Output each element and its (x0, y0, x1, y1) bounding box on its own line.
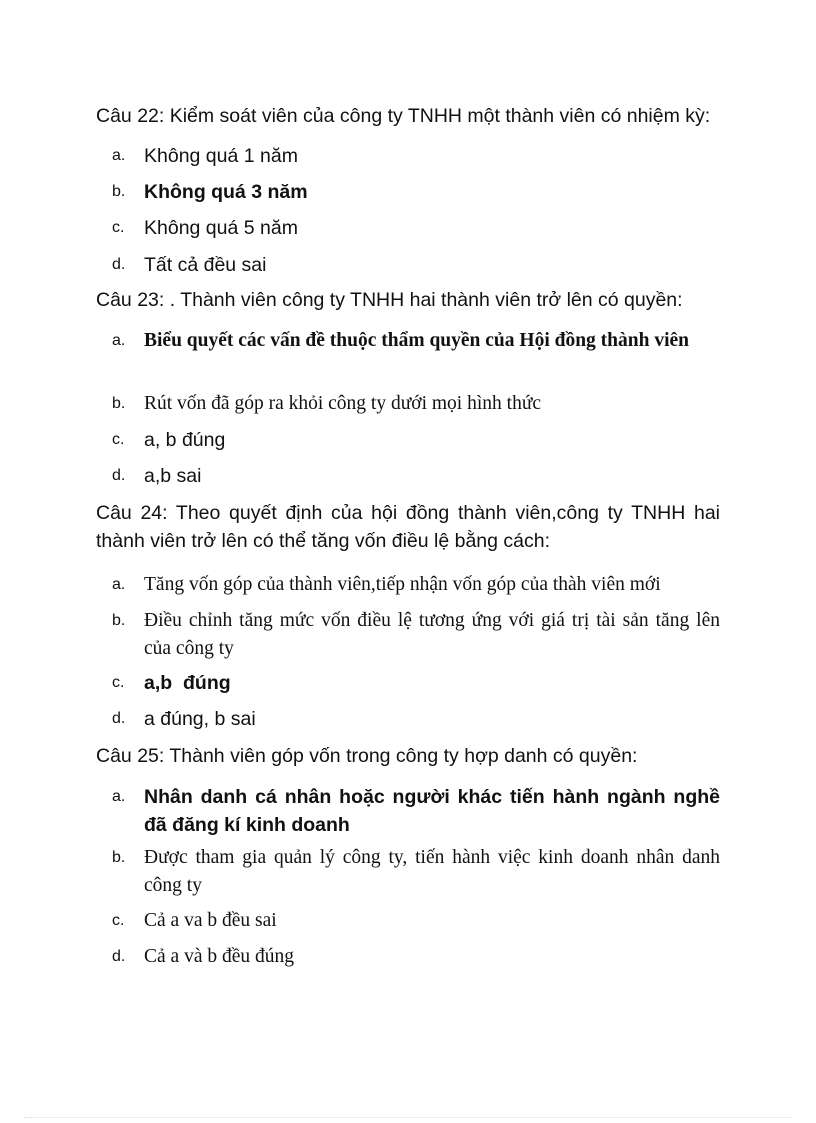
option-text: Rút vốn đã góp ra khỏi công ty dưới mọi hình thức (144, 393, 542, 414)
option-text-answer: Biểu quyết các vấn đề thuộc thẩm quyền của Hội đồng thành viên (144, 330, 690, 351)
option-letter: d. (112, 948, 126, 965)
option-letter: d. (112, 256, 126, 273)
option-letter: b. (112, 849, 126, 866)
option-letter: a. (112, 788, 126, 805)
question-24: Câu 24: Theo quyết định của hội đồng thành viên,công ty TNHH hai thành viên trở lên có thể tăng vốn điều lệ bằng cách: (96, 502, 720, 552)
option-letter: c. (112, 674, 125, 691)
question-23: Câu 23: . Thành viên công ty TNHH hai thành viên trở lên có quyền: (96, 289, 683, 311)
option-letter: b. (112, 395, 126, 412)
option-text: Không quá 1 năm (144, 145, 298, 167)
page-bottom-divider (24, 1117, 792, 1118)
option-text: a,b sai (144, 465, 202, 487)
option-letter: b. (112, 183, 126, 200)
option-text: Không quá 5 năm (144, 217, 298, 239)
option-letter: b. (112, 612, 126, 629)
option-letter: a. (112, 332, 126, 349)
option-text: Điều chỉnh tăng mức vốn điều lệ tương ứng với giá trị tài sản tăng lên của công ty (144, 610, 720, 659)
option-text-answer: Nhân danh cá nhân hoặc người khác tiến hành ngành nghề đã đăng kí kinh doanh (144, 786, 720, 836)
option-text: Tất cả đều sai (144, 254, 267, 276)
question-22: Câu 22: Kiểm soát viên của công ty TNHH một thành viên có nhiệm kỳ: (96, 105, 711, 127)
option-text-answer: a,b đúng (144, 672, 231, 694)
option-text: a đúng, b sai (144, 708, 256, 730)
option-text: Cả a va b đều sai (144, 910, 277, 931)
option-text: Được tham gia quản lý công ty, tiến hành việc kinh doanh nhân danh công ty (144, 847, 720, 896)
option-text: Cả a và b đều đúng (144, 946, 295, 967)
option-letter: c. (112, 912, 125, 929)
option-letter: a. (112, 576, 126, 593)
option-letter: c. (112, 431, 125, 448)
option-text: a, b đúng (144, 429, 226, 451)
option-letter: d. (112, 710, 126, 727)
option-letter: c. (112, 219, 125, 236)
option-text: Tăng vốn góp của thành viên,tiếp nhận vốn góp của thàh viên mới (144, 574, 661, 595)
option-letter: a. (112, 147, 126, 164)
option-letter: d. (112, 467, 126, 484)
option-text-answer: Không quá 3 năm (144, 181, 308, 203)
question-25: Câu 25: Thành viên góp vốn trong công ty hợp danh có quyền: (96, 745, 638, 767)
